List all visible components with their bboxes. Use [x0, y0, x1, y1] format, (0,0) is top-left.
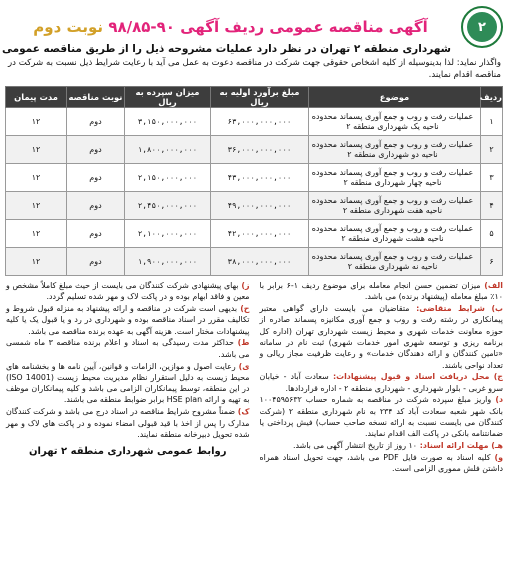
table-row — [6, 136, 503, 164]
row-estimate: ۳۶,۰۰۰,۰۰۰,۰۰۰ — [211, 136, 309, 164]
table-header-row — [6, 87, 503, 108]
row-round: دوم — [67, 136, 125, 164]
row-deposit: ۳,۱۵۰,۰۰۰,۰۰۰ — [125, 108, 211, 136]
condition-item — [260, 394, 504, 439]
condition-label: ح) — [237, 304, 250, 314]
condition-label: ط) — [233, 338, 250, 348]
row-estimate: ۴۹,۰۰۰,۰۰۰,۰۰۰ — [211, 192, 309, 220]
condition-label: هـ) مهلت ارائه اسناد: — [417, 441, 503, 451]
condition-text: بهای پیشنهادی شرکت کنندگان می بایست از حیث مبلغ کاملاً مشخص و معین و فاقد ابهام بوده و در پاکت لاک و مهر شده تسلیم گردد. — [6, 281, 250, 302]
condition-text: متقاضیان می بایست دارای گواهی معتبر پیمانکاری در رشته رفت و روب و جمع آوری مکانیزه پسماند صادره از حوزه معاونت خدمات شهری و محیط زیست شهرداری تهران (اداره کل برنامه ریزی و توسعه شهری امور خدمات شهری) ثبت نام در سامانه «تامین کنندگان و ارائه دهندگان خدمات» و رعایت ظرفیت مجاز ریالی و تعداد نواحی باشند. — [259, 304, 503, 370]
condition-item — [260, 440, 504, 451]
notice-round: نوبت دوم — [33, 18, 104, 36]
condition-item — [260, 303, 504, 371]
condition-label: ب) شرایط متقاضی: — [409, 304, 503, 314]
table-row — [6, 220, 503, 248]
row-duration: ۱۲ — [6, 108, 67, 136]
condition-text: ۱۰ روز از تاریخ انتشار آگهی می باشد. — [292, 441, 418, 451]
condition-text: سعادت آباد - خیابان سرو غربی - بلوار شهرداری - شهرداری منطقه ۲ - اداره قراردادها. — [259, 372, 503, 393]
condition-label: ج) محل دریافت اسناد و قبول پیشنهادات: — [328, 372, 503, 382]
col-header-subject: موضوع — [309, 87, 481, 108]
condition-item — [6, 280, 250, 303]
notice-title-text: آگهی مناقصه عمومی ردیف آگهی ۹۰-۹۸/۸۵ — [108, 18, 428, 36]
tender-table — [5, 86, 503, 276]
col-header-deposit: میزان سپرده به ریال — [125, 87, 211, 108]
condition-item — [6, 303, 250, 337]
row-subject: عملیات رفت و روب و جمع آوری پسماند محدوده ناحیه هفت شهرداری منطقه ۲ — [309, 192, 481, 220]
condition-label: ک) — [235, 407, 250, 417]
condition-label: و) — [490, 452, 503, 462]
municipality-logo — [461, 6, 503, 48]
row-number: ۶ — [481, 248, 503, 276]
condition-text: کلیه اسناد به صورت فایل PDF می باشد، جهت تحویل اسناد همراه داشتن فلش مموری الزامی است. — [259, 452, 503, 474]
condition-label: الف) — [480, 281, 503, 290]
row-round: دوم — [67, 108, 125, 136]
row-round: دوم — [67, 192, 125, 220]
logo-emblem-icon: ۲ — [467, 12, 497, 42]
table-row — [6, 248, 503, 276]
row-subject: عملیات رفت و روب و جمع آوری پسماند محدوده ناحیه نه شهرداری منطقه ۲ — [309, 248, 481, 276]
condition-text: ضمناً مشروح شرایط مناقصه در اسناد درج می باشد و شرکت کنندگان مدارک را پس از اخذ با قید قبولی امضاء نموده و در پاکت های لاک و مهر شده تحویل دبیرخانه منطقه نمایند. — [6, 407, 250, 439]
condition-item — [260, 280, 504, 303]
row-number: ۲ — [481, 136, 503, 164]
row-deposit: ۱,۹۰۰,۰۰۰,۰۰۰ — [125, 248, 211, 276]
table-row — [6, 164, 503, 192]
condition-label: ی) — [235, 361, 250, 371]
row-number: ۳ — [481, 164, 503, 192]
col-header-row: ردیف — [481, 87, 503, 108]
row-number: ۴ — [481, 192, 503, 220]
condition-text: میزان تضمین حسن انجام معامله برای موضوع ردیف ۱-۶ برابر با ۱۰٪ مبلغ معامله (پیشنهاد برنده) می باشد. — [259, 281, 503, 302]
row-round: دوم — [67, 248, 125, 276]
condition-text: رعایت اصول و موازین، الزامات و قوانین، آیین نامه ها و بخشنامه های محیط زیست به دلیل استقرار نظام مدیریت محیط زیست (ISO 14001) در این منطقه، توسط پیمانکاران الزامی می باشد و کلیه پیمانکاران موظف به تهیه و ارائه HSE plan برابر ضوابط منطقه می باشند. — [6, 361, 250, 405]
row-estimate: ۳۸,۰۰۰,۰۰۰,۰۰۰ — [211, 248, 309, 276]
intro-paragraph: واگذار نماید: لذا بدینوسیله از کلیه اشخاص حقوقی جهت شرکت در مناقصه دعوت به عمل می آید با رعایت شرایط ذیل نسبت به شرکت در مناقصه اقدام نمایند. — [8, 58, 501, 80]
row-number: ۱ — [481, 108, 503, 136]
condition-item — [260, 371, 504, 394]
row-deposit: ۲,۱۰۰,۰۰۰,۰۰۰ — [125, 220, 211, 248]
condition-item — [6, 406, 250, 440]
table-row — [6, 192, 503, 220]
row-estimate: ۴۲,۰۰۰,۰۰۰,۰۰۰ — [211, 220, 309, 248]
row-number: ۵ — [481, 220, 503, 248]
col-header-round: نوبت مناقصه — [67, 87, 125, 108]
row-subject: عملیات رفت و روب و جمع آوری پسماند محدوده ناحیه هشت شهرداری منطقه ۲ — [309, 220, 481, 248]
row-round: دوم — [67, 164, 125, 192]
row-round: دوم — [67, 220, 125, 248]
row-duration: ۱۲ — [6, 192, 67, 220]
conditions-right-column — [260, 280, 504, 475]
col-header-duration: مدت پیمان — [6, 87, 67, 108]
row-duration: ۱۲ — [6, 220, 67, 248]
condition-text: بدیهی است شرکت در مناقصه و ارائه پیشنهاد به منزله قبول شروط و تکالیف مقرر در اسناد مناقصه بوده و شهرداری در رد و یا قبول یک یا کلیه پیشنهادات مختار است. هزینه آگهی به عهده برنده مناقصه می باشد. — [6, 304, 250, 336]
table-row — [6, 108, 503, 136]
row-subject: عملیات رفت و روب و جمع آوری پسماند محدوده ناحیه یک شهرداری منطقه ۲ — [309, 108, 481, 136]
public-relations-signature: روابط عمومی شهرداری منطقه ۲ تهران — [29, 446, 227, 458]
row-deposit: ۲,۴۵۰,۰۰۰,۰۰۰ — [125, 192, 211, 220]
row-duration: ۱۲ — [6, 136, 67, 164]
condition-item — [260, 452, 504, 475]
row-subject: عملیات رفت و روب و جمع آوری پسماند محدوده ناحیه چهار شهرداری منطقه ۲ — [309, 164, 481, 192]
row-duration: ۱۲ — [6, 248, 67, 276]
col-header-estimate: مبلغ برآورد اولیه به ریال — [211, 87, 309, 108]
conditions-left-column — [6, 280, 250, 475]
condition-label: د) — [491, 395, 504, 405]
condition-text: واریز مبلغ سپرده شرکت در مناقصه به شماره حساب ۱۰۰۴۵۹۵۶۳۲ بانک شهر شعبه سعادت آباد کد ۲۳۴ به نام شهرداری منطقه ۲ (شرکت کنندگان می بایست نسبت به ارائه نسخه صاحب حساب) فیش پرداختی یا ضمانتنامه بانکی در پاکت الف اقدام نمایند. — [259, 395, 503, 439]
conditions — [6, 280, 503, 475]
organization-line: شهرداری منطقه ۲ تهران در نظر دارد عملیات مشروحه ذیل را از طریق مناقصه عمومی — [1, 43, 451, 55]
row-estimate: ۴۳,۰۰۰,۰۰۰,۰۰۰ — [211, 164, 309, 192]
notice-title — [6, 16, 455, 38]
condition-item — [6, 361, 250, 406]
row-estimate: ۶۳,۰۰۰,۰۰۰,۰۰۰ — [211, 108, 309, 136]
row-duration: ۱۲ — [6, 164, 67, 192]
row-deposit: ۱,۸۰۰,۰۰۰,۰۰۰ — [125, 136, 211, 164]
row-deposit: ۲,۱۵۰,۰۰۰,۰۰۰ — [125, 164, 211, 192]
row-subject: عملیات رفت و روب و جمع آوری پسماند محدوده ناحیه دو شهرداری منطقه ۲ — [309, 136, 481, 164]
condition-item — [6, 337, 250, 360]
condition-text: حداکثر مدت رسیدگی به اسناد و اعلام برنده مناقصه ۳ ماه شمسی می باشد. — [6, 338, 250, 359]
condition-label: ز) — [238, 281, 250, 290]
